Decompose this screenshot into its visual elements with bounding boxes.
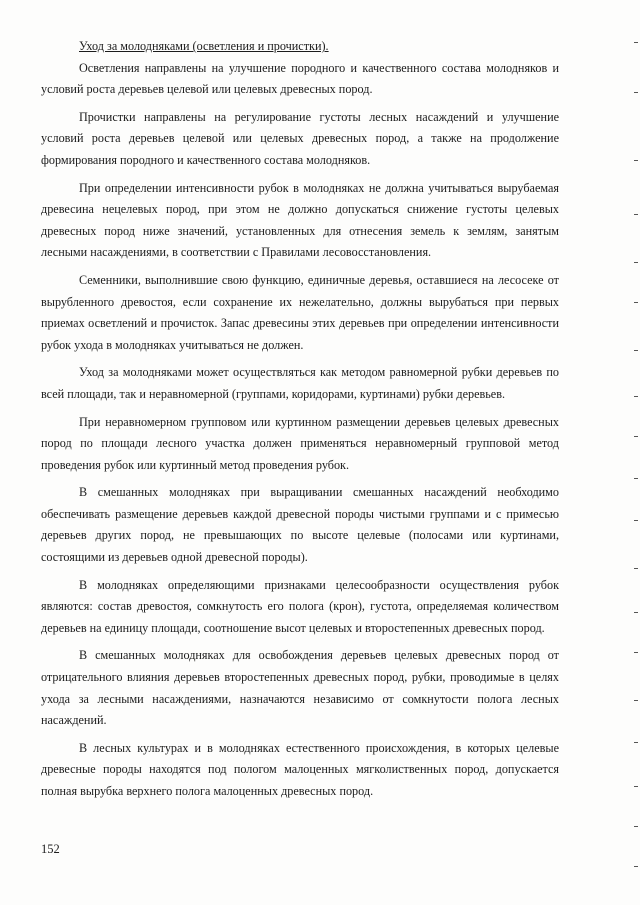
section-heading: Уход за молодняками (осветления и прочистки). xyxy=(79,39,329,53)
paragraph-7: В смешанных молодняках при выращивании смешанных насаждений необходимо обеспечивать размещение деревьев каждой древесной породы чистыми группами и с примесью деревьев других пород, не превышающих по высоте целевые (полосами или куртинами, состоящими из деревьев одной древесной породы). xyxy=(41,485,559,565)
paragraph-8: В молодняках определяющими признаками целесообразности осуществления рубок являются: состав древостоя, сомкнутость его полога (крон), густота, определяемая количеством деревьев на единицу площади, соотношение высот целевых и второстепенных древесных пород. xyxy=(41,577,559,635)
paragraph-1: Осветления направлены на улучшение породного и качественного состава молодняков и условий роста деревьев целевой или целевых древесных пород. xyxy=(41,60,559,97)
paragraph-3: При определении интенсивности рубок в молодняках не должна учитываться вырубаемая древесина нецелевых пород, при этом не должно допускаться снижение густоты целевых древесных пород ниже значений, установленных для отнесения земель к землям, занятым лесными насаждениями, в соответствии с Правилами лесовосстановления. xyxy=(41,180,559,260)
scan-margin-marks xyxy=(626,0,640,905)
paragraph-9: В смешанных молодняках для освобождения деревьев целевых древесных пород от отрицательного влияния деревьев второстепенных древесных пород, рубки, проводимые в целях ухода за лесными насаждениями, назначаются независимо от сомкнутости полога лесных насаждений. xyxy=(41,648,559,728)
page-number: 152 xyxy=(41,842,60,856)
paragraph-10: В лесных культурах и в молодняках естественного происхождения, в которых целевые древесные породы находятся под пологом малоценных мягколиственных пород, допускается полная вырубка верхнего полога малоценных древесных пород. xyxy=(41,740,559,798)
paragraph-6: При неравномерном групповом или куртинном размещении деревьев целевых древесных пород по площади лесного участка должен применяться неравномерный групповой метод проведения рубок или куртинный метод проведения рубок. xyxy=(41,414,559,472)
paragraph-5: Уход за молодняками может осуществляться как методом равномерной рубки деревьев по всей площади, так и неравномерной (группами, коридорами, куртинами) рубки деревьев. xyxy=(41,365,559,401)
paragraph-2: Прочистки направлены на регулирование густоты лесных насаждений и улучшение условий роста деревьев целевой или целевых древесных пород, а также на продолжение формирования породного и качественного состава молодняков. xyxy=(41,109,559,167)
paragraph-4: Семенники, выполнившие свою функцию, единичные деревья, оставшиеся на лесосеке от вырубленного древостоя, если сохранение их нежелательно, должны вырубаться при первых приемах осветлений и прочисток. Запас древесины этих деревьев при определении интенсивности рубок ухода в молодняках учитываться не должен. xyxy=(41,272,559,352)
page-body xyxy=(41,36,559,809)
